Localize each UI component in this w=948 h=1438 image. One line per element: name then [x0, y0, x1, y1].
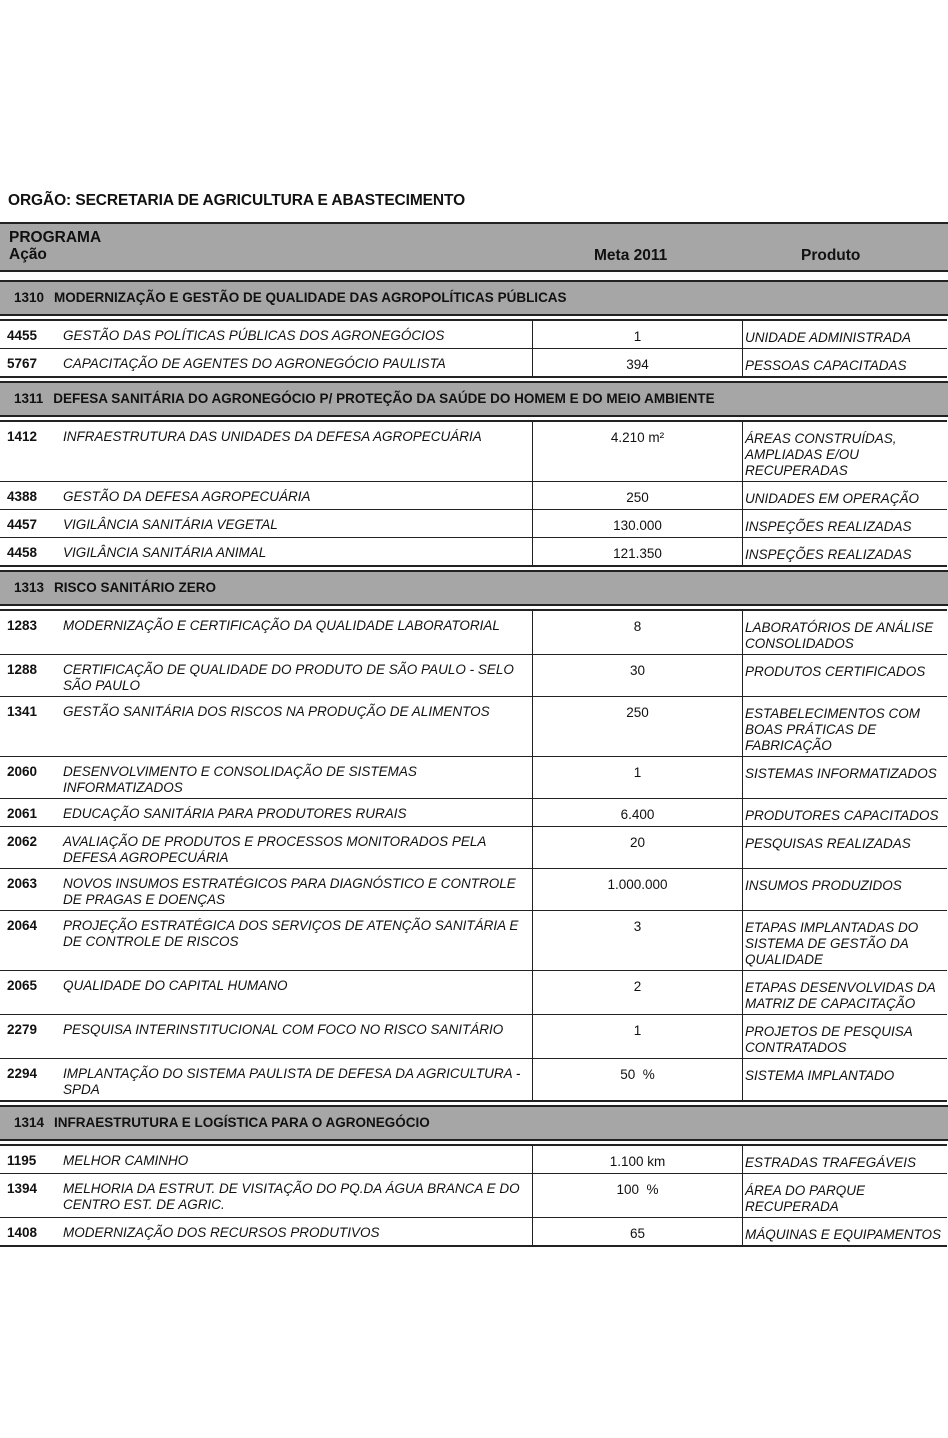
header-programa: PROGRAMA	[9, 229, 102, 246]
actions-table	[0, 609, 947, 1102]
table-row	[0, 799, 947, 827]
table-row	[0, 421, 947, 482]
action-meta: 4.210 m²	[533, 421, 743, 482]
program-header	[0, 1105, 948, 1141]
program-section	[0, 1105, 948, 1247]
program-code: 1311	[14, 391, 44, 406]
action-code: 2065	[0, 971, 60, 1015]
action-description: NOVOS INSUMOS ESTRATÉGICOS PARA DIAGNÓSTICO E CONTROLE DE PRAGAS E DOENÇAS	[60, 869, 533, 911]
table-row	[0, 610, 947, 655]
action-description: EDUCAÇÃO SANITÁRIA PARA PRODUTORES RURAIS	[60, 799, 533, 827]
action-meta: 1	[533, 1015, 743, 1059]
table-row	[0, 1015, 947, 1059]
action-meta: 250	[533, 697, 743, 757]
action-produto: ETAPAS IMPLANTADAS DO SISTEMA DE GESTÃO DA QUALIDADE	[743, 911, 948, 971]
header-acao: Ação	[9, 246, 47, 263]
action-produto: PRODUTOS CERTIFICADOS	[743, 655, 948, 697]
action-description: PESQUISA INTERINSTITUCIONAL COM FOCO NO RISCO SANITÁRIO	[60, 1015, 533, 1059]
action-description: MODERNIZAÇÃO E CERTIFICAÇÃO DA QUALIDADE LABORATORIAL	[60, 610, 533, 655]
program-code: 1310	[14, 290, 45, 305]
action-produto: MÁQUINAS E EQUIPAMENTOS	[745, 1227, 942, 1242]
action-description: AVALIAÇÃO DE PRODUTOS E PROCESSOS MONITORADOS PELA DEFESA AGROPECUÁRIA	[60, 827, 533, 869]
action-code: 5767	[7, 356, 38, 371]
table-row	[0, 349, 947, 378]
action-meta: 6.400	[533, 799, 743, 827]
action-description: QUALIDADE DO CAPITAL HUMANO	[60, 971, 533, 1015]
action-produto: ETAPAS DESENVOLVIDAS DA MATRIZ DE CAPACITAÇÃO	[743, 971, 948, 1015]
action-code: 2064	[0, 911, 60, 971]
action-produto: ÁREAS CONSTRUÍDAS, AMPLIADAS E/OU RECUPERADAS	[743, 421, 948, 482]
program-section	[0, 381, 948, 567]
table-row	[0, 1059, 947, 1102]
action-meta: 121.350	[533, 538, 743, 567]
action-meta: 3	[533, 911, 743, 971]
action-meta: 65	[533, 1218, 743, 1247]
program-section	[0, 570, 948, 1102]
action-code: 4455	[0, 320, 60, 349]
action-description: MELHORIA DA ESTRUT. DE VISITAÇÃO DO PQ.DA ÁGUA BRANCA E DO CENTRO EST. DE AGRIC.	[60, 1174, 533, 1218]
action-produto: INSUMOS PRODUZIDOS	[743, 869, 948, 911]
action-meta: 1	[533, 320, 743, 349]
action-description: DESENVOLVIMENTO E CONSOLIDAÇÃO DE SISTEMAS INFORMATIZADOS	[60, 757, 533, 799]
actions-table	[0, 319, 947, 378]
table-row	[0, 1218, 947, 1247]
action-produto: UNIDADE ADMINISTRADA	[743, 320, 948, 349]
action-description: GESTÃO DAS POLÍTICAS PÚBLICAS DOS AGRONEGÓCIOS	[60, 320, 533, 349]
program-name: DEFESA SANITÁRIA DO AGRONEGÓCIO P/ PROTEÇÃO DA SAÚDE DO HOMEM E DO MEIO AMBIENTE	[53, 391, 715, 406]
action-code: 2063	[0, 869, 60, 911]
action-meta: 20	[533, 827, 743, 869]
action-meta: 1	[533, 757, 743, 799]
table-row	[0, 827, 947, 869]
table-row	[0, 510, 947, 538]
action-produto: ÁREA DO PARQUE RECUPERADA	[743, 1174, 948, 1218]
action-produto: SISTEMAS INFORMATIZADOS	[743, 757, 948, 799]
action-code: 2060	[0, 757, 60, 799]
program-name: MODERNIZAÇÃO E GESTÃO DE QUALIDADE DAS AGROPOLÍTICAS PÚBLICAS	[54, 290, 567, 305]
header-meta: Meta 2011	[594, 247, 668, 264]
action-produto: PRODUTORES CAPACITADOS	[743, 799, 948, 827]
table-row	[0, 869, 947, 911]
table-row	[0, 320, 947, 349]
table-row	[0, 482, 947, 510]
table-row	[0, 971, 947, 1015]
action-meta: 100 %	[533, 1174, 743, 1218]
actions-table	[0, 420, 947, 567]
action-code: 1408	[7, 1225, 38, 1240]
action-code: 1394	[0, 1174, 60, 1218]
action-produto: ESTABELECIMENTOS COM BOAS PRÁTICAS DE FABRICAÇÃO	[743, 697, 948, 757]
program-code: 1314	[14, 1115, 45, 1130]
table-row	[0, 697, 947, 757]
table-row	[0, 911, 947, 971]
action-description: MELHOR CAMINHO	[60, 1145, 533, 1174]
action-meta: 250	[533, 482, 743, 510]
orgao-title: ORGÃO: SECRETARIA DE AGRICULTURA E ABASTECIMENTO	[8, 192, 466, 209]
action-description: VIGILÂNCIA SANITÁRIA ANIMAL	[63, 545, 267, 560]
action-meta: 30	[533, 655, 743, 697]
action-code: 4458	[7, 545, 38, 560]
program-header	[0, 570, 948, 606]
action-produto: UNIDADES EM OPERAÇÃO	[743, 482, 948, 510]
action-meta: 1.000.000	[533, 869, 743, 911]
program-section	[0, 280, 948, 378]
action-produto: INSPEÇÕES REALIZADAS	[743, 510, 948, 538]
table-row	[0, 538, 947, 567]
action-description: VIGILÂNCIA SANITÁRIA VEGETAL	[60, 510, 533, 538]
action-description: CERTIFICAÇÃO DE QUALIDADE DO PRODUTO DE SÃO PAULO - SELO SÃO PAULO	[60, 655, 533, 697]
program-header	[0, 381, 948, 417]
action-code: 1283	[0, 610, 60, 655]
table-row	[0, 757, 947, 799]
action-meta: 394	[533, 349, 743, 378]
table-row	[0, 655, 947, 697]
header-produto: Produto	[801, 247, 861, 264]
header-programa-acao	[9, 229, 101, 263]
action-description: GESTÃO SANITÁRIA DOS RISCOS NA PRODUÇÃO DE ALIMENTOS	[60, 697, 533, 757]
action-description: IMPLANTAÇÃO DO SISTEMA PAULISTA DE DEFESA DA AGRICULTURA - SPDA	[63, 1066, 521, 1097]
action-produto: PESQUISAS REALIZADAS	[743, 827, 948, 869]
action-description: MODERNIZAÇÃO DOS RECURSOS PRODUTIVOS	[63, 1225, 380, 1240]
table-row	[0, 1174, 947, 1218]
action-code: 1288	[0, 655, 60, 697]
action-description: CAPACITAÇÃO DE AGENTES DO AGRONEGÓCIO PAULISTA	[63, 356, 446, 371]
action-meta: 130.000	[533, 510, 743, 538]
action-meta: 2	[533, 971, 743, 1015]
table-header	[0, 222, 948, 272]
action-meta: 50 %	[533, 1059, 743, 1102]
program-name: INFRAESTRUTURA E LOGÍSTICA PARA O AGRONEGÓCIO	[54, 1115, 430, 1130]
action-produto: SISTEMA IMPLANTADO	[745, 1068, 895, 1083]
action-code: 1195	[0, 1145, 60, 1174]
action-meta: 1.100 km	[533, 1145, 743, 1174]
actions-table	[0, 1144, 947, 1247]
action-code: 1341	[0, 697, 60, 757]
program-code: 1313	[14, 580, 45, 595]
action-code: 2062	[0, 827, 60, 869]
action-produto: PROJETOS DE PESQUISA CONTRATADOS	[743, 1015, 948, 1059]
document	[0, 188, 948, 1250]
action-produto: ESTRADAS TRAFEGÁVEIS	[743, 1145, 948, 1174]
action-description: INFRAESTRUTURA DAS UNIDADES DA DEFESA AGROPECUÁRIA	[60, 421, 533, 482]
action-code: 1412	[0, 421, 60, 482]
action-description: GESTÃO DA DEFESA AGROPECUÁRIA	[60, 482, 533, 510]
programs-list	[0, 280, 948, 1247]
action-code: 2061	[0, 799, 60, 827]
table-row	[0, 1145, 947, 1174]
action-produto: PESSOAS CAPACITADAS	[745, 358, 907, 373]
program-header	[0, 280, 948, 316]
action-description: PROJEÇÃO ESTRATÉGICA DOS SERVIÇOS DE ATENÇÃO SANITÁRIA E DE CONTROLE DE RISCOS	[60, 911, 533, 971]
action-code: 4388	[0, 482, 60, 510]
action-produto: LABORATÓRIOS DE ANÁLISE CONSOLIDADOS	[743, 610, 948, 655]
action-code: 2279	[0, 1015, 60, 1059]
program-name: RISCO SANITÁRIO ZERO	[54, 580, 217, 595]
action-code: 4457	[0, 510, 60, 538]
action-meta: 8	[533, 610, 743, 655]
action-produto: INSPEÇÕES REALIZADAS	[745, 547, 912, 562]
action-code: 2294	[7, 1066, 38, 1081]
